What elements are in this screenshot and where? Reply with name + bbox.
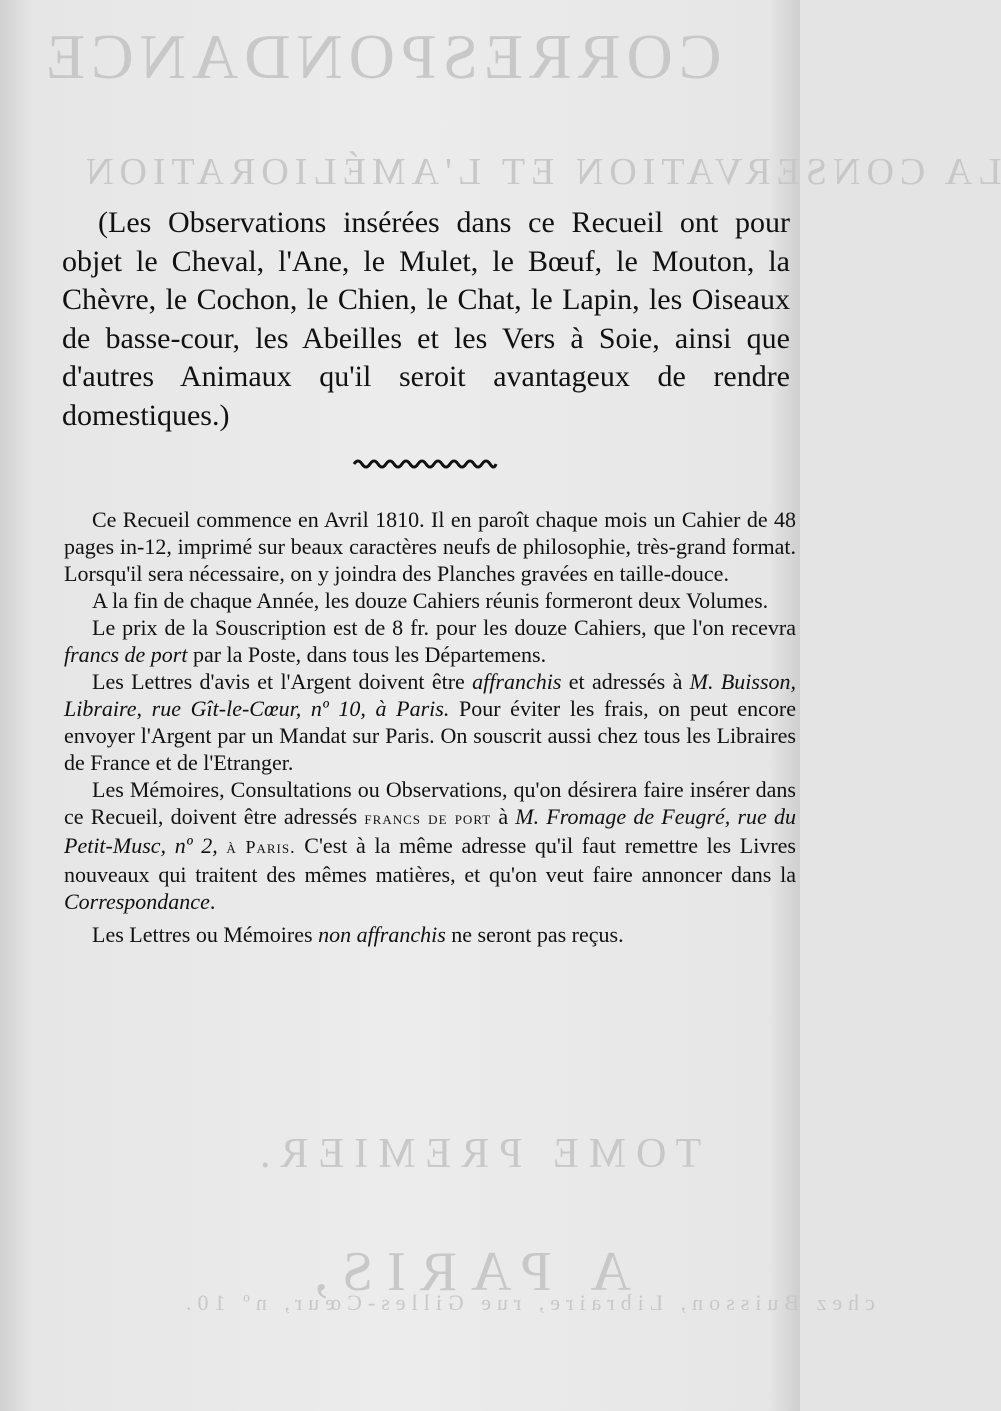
memoirs-address-fromage: M. Fromage de Feugré, rue du Petit-Musc, nº 2,	[64, 804, 797, 858]
notice-body	[64, 506, 796, 948]
letters-emphasis-affranchis: affranchis	[472, 669, 562, 694]
memoirs-francs-de-port: francs de port	[364, 808, 492, 828]
bleed-through-city: A PARIS,	[300, 1241, 631, 1303]
price-emphasis: francs de port	[64, 642, 188, 667]
bleed-through-tome: TOME PREMIER.	[250, 1131, 702, 1177]
intro-statement	[62, 204, 790, 435]
memoirs-text-b: à	[491, 804, 516, 829]
memoirs-a-paris: à Paris.	[226, 837, 296, 857]
price-text-a: Le prix de la Souscription est de 8 fr. pour les douze Cahiers, que l'on recevra	[92, 615, 796, 640]
unpaid-text-a: Les Lettres ou Mémoires	[92, 922, 319, 947]
unpaid-emphasis: non affranchis	[318, 922, 446, 947]
memoirs-text-c: C'est à la même adresse qu'il faut remettre les Livres nouveaux qui traitent des mêmes matières, et qu'on veut faire annoncer dans la	[64, 833, 796, 887]
letters-address-buisson: M. Buisson, Libraire, rue Gît-le-Cœur, nº 10, à Paris.	[64, 669, 797, 721]
paragraph-subscription-start: Ce Recueil commence en Avril 1810. Il en paroît chaque mois un Cahier de 48 pages in-12, imprimé sur beaux caractères neufs de philosophie, très-grand format. Lorsqu'il sera nécessaire, on y joindra des Planches gravées en taille-douce.	[64, 507, 796, 586]
paragraph-letters-money	[64, 668, 796, 776]
paragraph-unpaid	[64, 921, 796, 948]
paragraph-volumes: A la fin de chaque Année, les douze Cahiers réunis formeront deux Volumes.	[92, 588, 769, 613]
price-text-b: par la Poste, dans tous les Départemens.	[187, 642, 547, 667]
letters-text-c: Pour éviter les frais, on peut encore envoyer l'Argent par un Mandat sur Paris. On souscrit aussi chez tous les Libraires de France et de l'Etranger.	[64, 696, 796, 775]
memoirs-correspondance: Correspondance	[64, 889, 210, 914]
unpaid-text-b: ne seront pas reçus.	[445, 922, 624, 947]
paragraph-memoirs	[64, 776, 796, 915]
memoirs-text-a: Les Mémoires, Consultations ou Observations, qu'on désirera faire insérer dans ce Recueil, doivent être adressés	[64, 777, 796, 829]
paragraph-price	[64, 614, 796, 668]
letters-text-a: Les Lettres d'avis et l'Argent doivent être	[92, 669, 473, 694]
bleed-through-title: CORRESPONDANCE	[40, 21, 722, 92]
letters-text-b: et adressés à	[561, 669, 690, 694]
memoirs-text-d: .	[209, 889, 216, 914]
wavy-rule-ornament-icon	[352, 456, 498, 472]
bleed-through-subtitle: LA CONSERVATION ET L'AMÉLIORATION	[80, 151, 1001, 193]
bleed-through-imprint: chez Buisson, Libraire, rue Gilles-Cœur, nº 10.	[180, 1290, 875, 1315]
intro-text: (Les Observations insérées dans ce Recueil ont pour objet le Cheval, l'Ane, le Mulet, le Bœuf, le Mouton, la Chèvre, le Cochon, le Chien, le Chat, le Lapin, les Oiseaux de basse-cour, les Abeilles et les Vers à Soie, ainsi que d'autres Animaux qu'il seroit avantageux de rendre domestiques.)	[62, 206, 790, 432]
